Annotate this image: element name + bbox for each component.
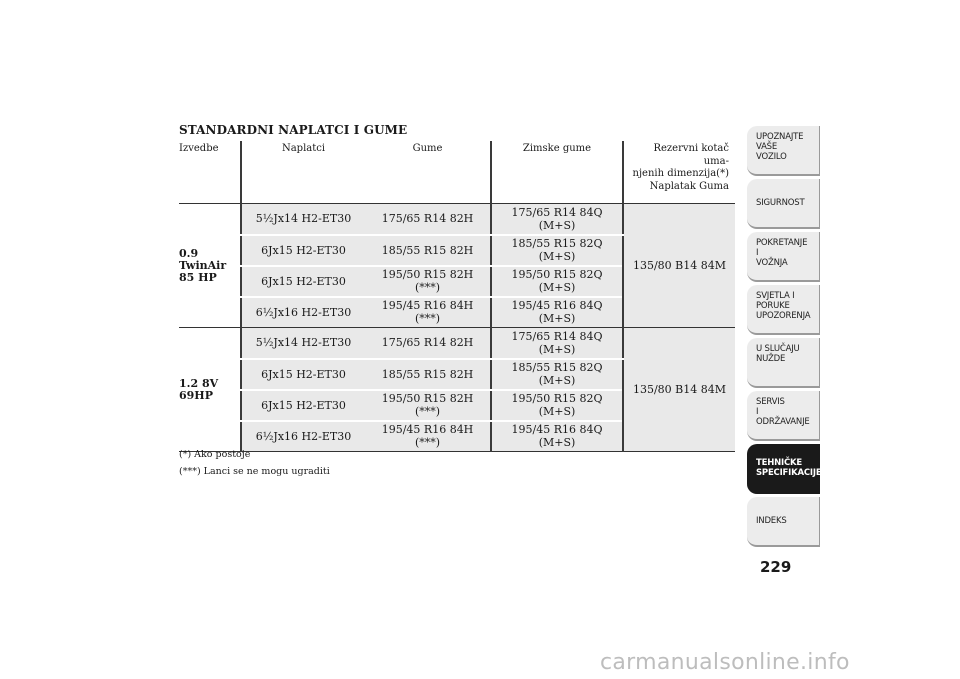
header-rezervni-label: Rezervni kotač uma- njenih dimenzija(*) Naplatak Guma — [632, 143, 729, 192]
tab-label: INDEKS — [756, 516, 787, 526]
table-header-row — [179, 141, 735, 204]
winter-tyre-cell: 175/65 R14 84Q (M+S) — [491, 328, 623, 359]
table-row — [179, 204, 735, 235]
spare-wheel-cell: 135/80 B14 84M — [623, 328, 735, 452]
tab-label: SIGURNOST — [756, 198, 805, 208]
tab-indeks[interactable] — [747, 497, 820, 547]
header-izvedbe: Izvedbe — [179, 141, 241, 204]
tab-pokretanje[interactable] — [747, 232, 820, 282]
tyre-cell: 195/50 R15 82H (***) — [365, 266, 491, 297]
tab-sigurnost[interactable] — [747, 179, 820, 229]
rim-cell: 6Jx15 H2-ET30 — [241, 266, 365, 297]
winter-tyre-cell: 195/45 R16 84Q (M+S) — [491, 421, 623, 452]
rim-cell: 5½Jx14 H2-ET30 — [241, 204, 365, 235]
rim-cell: 5½Jx14 H2-ET30 — [241, 328, 365, 359]
tab-servis[interactable] — [747, 391, 820, 441]
tyre-cell: 195/45 R16 84H (***) — [365, 297, 491, 328]
tyre-cell: 185/55 R15 82H — [365, 235, 491, 266]
tab-u-slučaju[interactable] — [747, 338, 820, 388]
footnote-2: (***) Lanci se ne mogu ugraditi — [179, 466, 330, 477]
tab-svjetla-i[interactable] — [747, 285, 820, 335]
watermark: carmanualsonline.info — [600, 650, 850, 675]
footnotes — [179, 446, 330, 480]
rim-cell: 6Jx15 H2-ET30 — [241, 390, 365, 421]
winter-tyre-cell: 195/50 R15 82Q (M+S) — [491, 390, 623, 421]
table-row — [179, 328, 735, 359]
tyre-cell: 175/65 R14 82H — [365, 204, 491, 235]
winter-tyre-cell: 175/65 R14 84Q (M+S) — [491, 204, 623, 235]
tyre-cell: 175/65 R14 82H — [365, 328, 491, 359]
tyre-cell: 195/45 R16 84H (***) — [365, 421, 491, 452]
rims-tyres-table — [179, 141, 735, 452]
rim-cell: 6½Jx16 H2-ET30 — [241, 297, 365, 328]
tab-label: SERVIS I ODRŽAVANJE — [756, 397, 810, 427]
rim-cell: 6Jx15 H2-ET30 — [241, 235, 365, 266]
table-body — [179, 204, 735, 452]
tab-label: POKRETANJE I VOŽNJA — [756, 238, 808, 268]
winter-tyre-cell: 185/55 R15 82Q (M+S) — [491, 359, 623, 390]
winter-tyre-cell: 195/45 R16 84Q (M+S) — [491, 297, 623, 328]
winter-tyre-cell: 185/55 R15 82Q (M+S) — [491, 235, 623, 266]
footnote-1: (*) Ako postoje — [179, 449, 251, 460]
tab-label: SVJETLA I PORUKE UPOZORENJA — [756, 291, 811, 321]
section-title: STANDARDNI NAPLATCI I GUME — [179, 123, 408, 137]
header-naplatci: Naplatci — [241, 141, 365, 204]
header-zimske-gume: Zimske gume — [491, 141, 623, 204]
tab-label: U SLUČAJU NUŽDE — [756, 344, 800, 364]
version-cell: 0.9 TwinAir 85 HP — [179, 204, 241, 328]
tab-upoznajte[interactable] — [747, 126, 820, 176]
winter-tyre-cell: 195/50 R15 82Q (M+S) — [491, 266, 623, 297]
rim-cell: 6Jx15 H2-ET30 — [241, 359, 365, 390]
tab-tehničke[interactable] — [747, 444, 820, 494]
rim-cell: 6½Jx16 H2-ET30 — [241, 421, 365, 452]
version-cell: 1.2 8V 69HP — [179, 328, 241, 452]
spare-wheel-cell: 135/80 B14 84M — [623, 204, 735, 328]
header-rezervni-kotac — [623, 141, 735, 204]
tab-label: TEHNIČKE SPECIFIKACIJE — [756, 458, 822, 478]
tab-label: UPOZNAJTE VAŠE VOZILO — [756, 132, 804, 162]
tyre-cell: 185/55 R15 82H — [365, 359, 491, 390]
tyre-cell: 195/50 R15 82H (***) — [365, 390, 491, 421]
chapter-tabs — [747, 126, 820, 550]
header-gume: Gume — [365, 141, 491, 204]
page-number: 229 — [760, 558, 792, 576]
